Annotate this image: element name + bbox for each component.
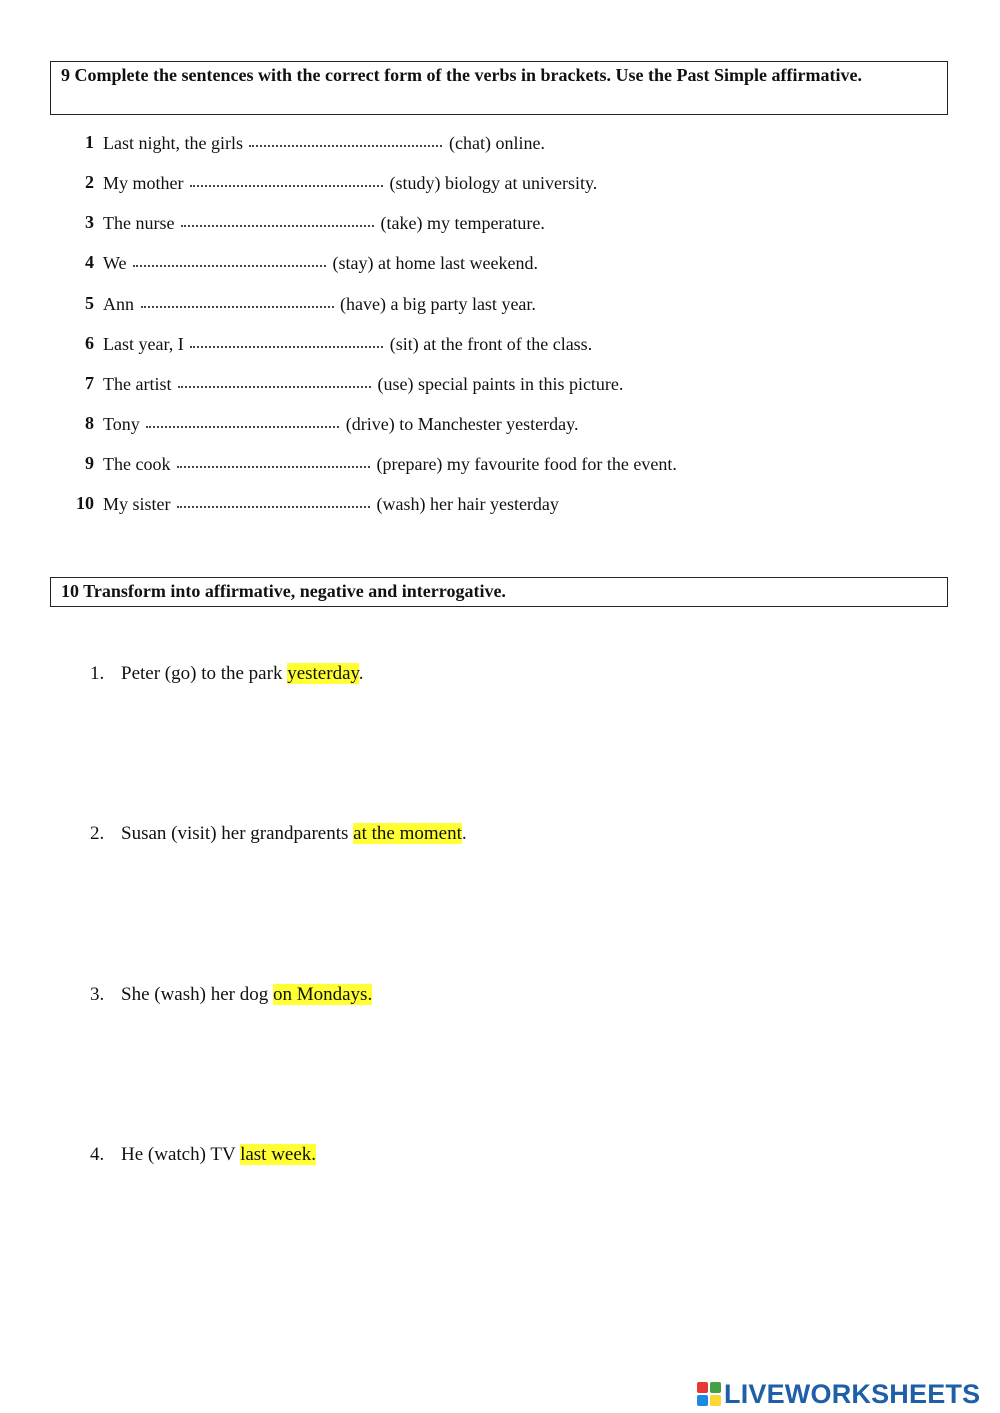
item-text-before: Last year, I [103, 334, 184, 354]
item-text-after: (sit) at the front of the class. [389, 334, 593, 354]
item-text-after: (have) a big party last year. [340, 294, 536, 314]
item-text-after: (take) my temperature. [380, 213, 545, 233]
item-text: Susan (visit) her grandparents [121, 823, 354, 844]
item-number: 2 [85, 172, 94, 192]
item-text-before: Last night, the girls [103, 133, 243, 153]
item-number: 3 [85, 212, 94, 232]
exercise-9-item [0, 247, 1000, 277]
item-number: 4 [85, 252, 94, 272]
highlighted-time-expression: on Mondays. [272, 984, 373, 1005]
item-number: 3. [90, 984, 105, 1005]
logo-tile-icon [710, 1382, 721, 1393]
answer-blank[interactable] [146, 406, 339, 428]
item-number: 10 [76, 493, 94, 513]
exercise-9-item [0, 328, 1000, 358]
item-number: 5 [85, 293, 94, 313]
item-text-before: The nurse [103, 213, 175, 233]
answer-blank[interactable] [190, 165, 383, 187]
exercise-10-item [0, 1140, 1000, 1170]
answer-blank[interactable] [178, 366, 371, 388]
item-text-after: (wash) her hair yesterday [376, 494, 559, 514]
section-10-instruction: 10 Transform into affirmative, negative and interrogative. [61, 581, 506, 601]
exercise-10-item [0, 659, 1000, 689]
logo-tile-icon [697, 1382, 708, 1393]
answer-blank[interactable] [177, 446, 370, 468]
section-9-instruction: 9 Complete the sentences with the correct form of the verbs in brackets. Use the Past Simple affirmative. [61, 65, 862, 85]
exercise-9-item [0, 488, 1000, 518]
exercise-10-item [0, 980, 1000, 1010]
item-text-after: (chat) online. [448, 133, 545, 153]
item-text: He (watch) TV [121, 1144, 241, 1165]
item-text-after: (stay) at home last weekend. [332, 253, 538, 273]
exercise-9-item [0, 368, 1000, 398]
logo-text: LIVEWORKSHEETS [724, 1378, 981, 1409]
item-text-after: (prepare) my favourite food for the event. [376, 454, 677, 474]
exercise-9-item [0, 127, 1000, 157]
answer-blank[interactable] [177, 486, 370, 508]
item-text-before: Tony [103, 414, 140, 434]
item-number: 2. [90, 823, 105, 844]
item-text-before: The cook [103, 454, 171, 474]
item-text-after: (use) special paints in this picture. [377, 374, 624, 394]
section-10-instruction-box [50, 577, 948, 607]
item-text-after: (study) biology at university. [389, 173, 598, 193]
item-text-before: My mother [103, 173, 184, 193]
item-tail: . [461, 823, 467, 844]
item-text-before: We [103, 253, 127, 273]
answer-blank[interactable] [133, 245, 326, 267]
answer-blank[interactable] [181, 205, 374, 227]
item-number: 1. [90, 663, 105, 684]
item-text-before: The artist [103, 374, 172, 394]
item-number: 1 [85, 132, 94, 152]
exercise-10-item [0, 819, 1000, 849]
logo-grid-icon [697, 1382, 721, 1406]
item-text: She (wash) her dog [121, 984, 273, 1005]
exercise-9-item [0, 288, 1000, 318]
item-text-after: (drive) to Manchester yesterday. [345, 414, 579, 434]
item-number: 8 [85, 413, 94, 433]
item-text-before: My sister [103, 494, 171, 514]
answer-blank[interactable] [190, 326, 383, 348]
highlighted-time-expression: last week. [240, 1144, 317, 1165]
liveworksheets-logo [697, 1378, 980, 1410]
item-text-before: Ann [103, 294, 134, 314]
item-number: 6 [85, 333, 94, 353]
item-number: 4. [90, 1144, 105, 1165]
answer-blank[interactable] [141, 286, 334, 308]
answer-blank[interactable] [249, 125, 442, 147]
highlighted-time-expression: at the moment [353, 823, 462, 844]
logo-tile-icon [710, 1395, 721, 1406]
item-number: 9 [85, 453, 94, 473]
exercise-9-item [0, 167, 1000, 197]
logo-tile-icon [697, 1395, 708, 1406]
exercise-9-item [0, 207, 1000, 237]
section-9-instruction-box [50, 61, 948, 115]
item-tail: . [358, 663, 364, 684]
highlighted-time-expression: yesterday [287, 663, 359, 684]
item-number: 7 [85, 373, 94, 393]
exercise-9-item [0, 448, 1000, 478]
item-text: Peter (go) to the park [121, 663, 288, 684]
exercise-9-item [0, 408, 1000, 438]
